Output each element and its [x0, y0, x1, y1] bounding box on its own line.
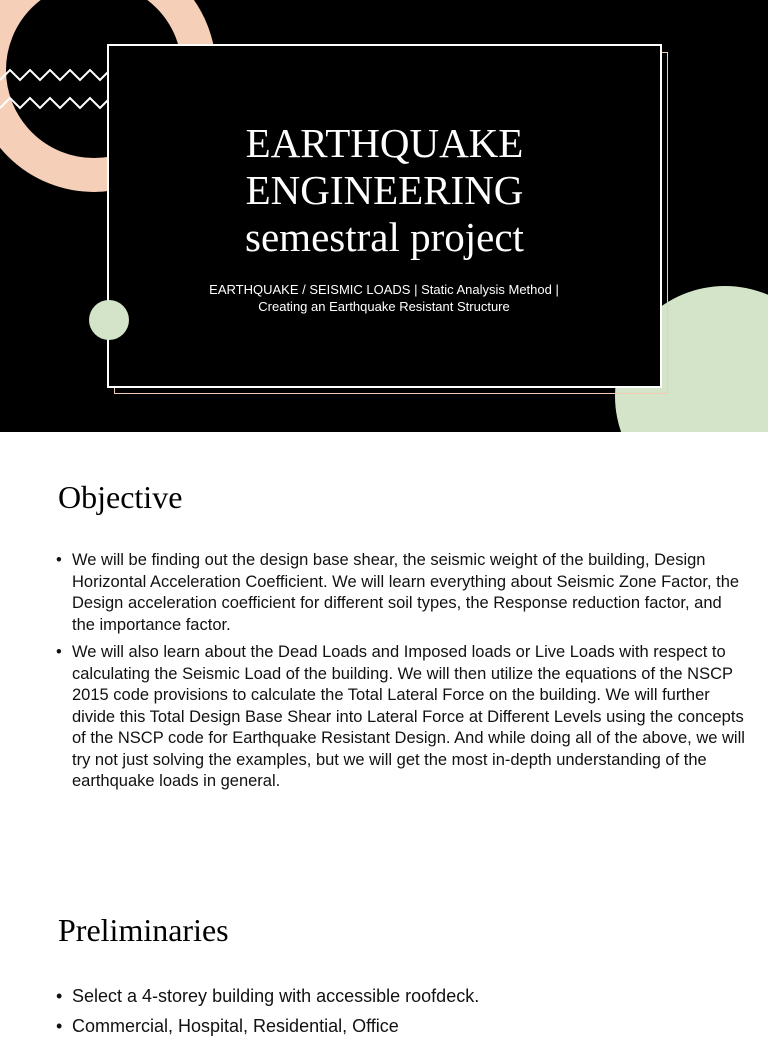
- small-green-circle-decoration: [89, 300, 129, 340]
- bullet-text: Commercial, Hospital, Residential, Office: [72, 1016, 399, 1036]
- title-line-1: EARTHQUAKE: [245, 120, 524, 166]
- zigzag-decoration: [0, 62, 112, 114]
- subtitle-line-1: EARTHQUAKE / SEISMIC LOADS | Static Analysis Method |: [209, 282, 559, 297]
- bullet-glyph: •: [56, 643, 62, 661]
- list-item: [56, 984, 746, 1008]
- preliminaries-bullet-list: [56, 984, 746, 1044]
- list-item: [56, 642, 746, 793]
- list-item: [56, 1014, 746, 1038]
- objective-heading: Objective: [58, 479, 183, 515]
- bullet-text: Select a 4-storey building with accessible roofdeck.: [72, 986, 480, 1006]
- slide-title: [107, 120, 662, 261]
- title-line-3: semestral project: [245, 214, 524, 260]
- title-slide: [0, 0, 768, 432]
- slide-subtitle: [180, 281, 588, 315]
- bullet-text: We will also learn about the Dead Loads and Imposed loads or Live Loads with respect to calculating the Seismic Load of the building. We will then utilize the equations of the NSCP 2015 code provisions to calculate the Total Lateral Force on the building. We will further divide this Total Design Base Shear into Lateral Force at Different Levels using the concepts of the NSCP code for Earthquake Resistant Design. And while doing all of the above, we will try not just solving the examples, but we will get the most in-depth understanding of the earthquake loads in general.: [72, 643, 745, 790]
- objective-bullet-list: [56, 550, 746, 799]
- bullet-glyph: •: [56, 551, 62, 569]
- bullet-text: We will be finding out the design base shear, the seismic weight of the building, Design Horizontal Acceleration Coefficient. We will learn everything about Seismic Zone Factor, the Design acceleration coefficient for different soil types, the Response reduction factor, and the importance factor.: [72, 551, 740, 634]
- preliminaries-heading: Preliminaries: [58, 912, 229, 948]
- bullet-glyph: •: [56, 1016, 63, 1036]
- list-item: [56, 550, 746, 636]
- bullet-glyph: •: [56, 986, 63, 1006]
- subtitle-line-2: Creating an Earthquake Resistant Structure: [258, 299, 510, 314]
- title-line-2: ENGINEERING: [245, 167, 524, 213]
